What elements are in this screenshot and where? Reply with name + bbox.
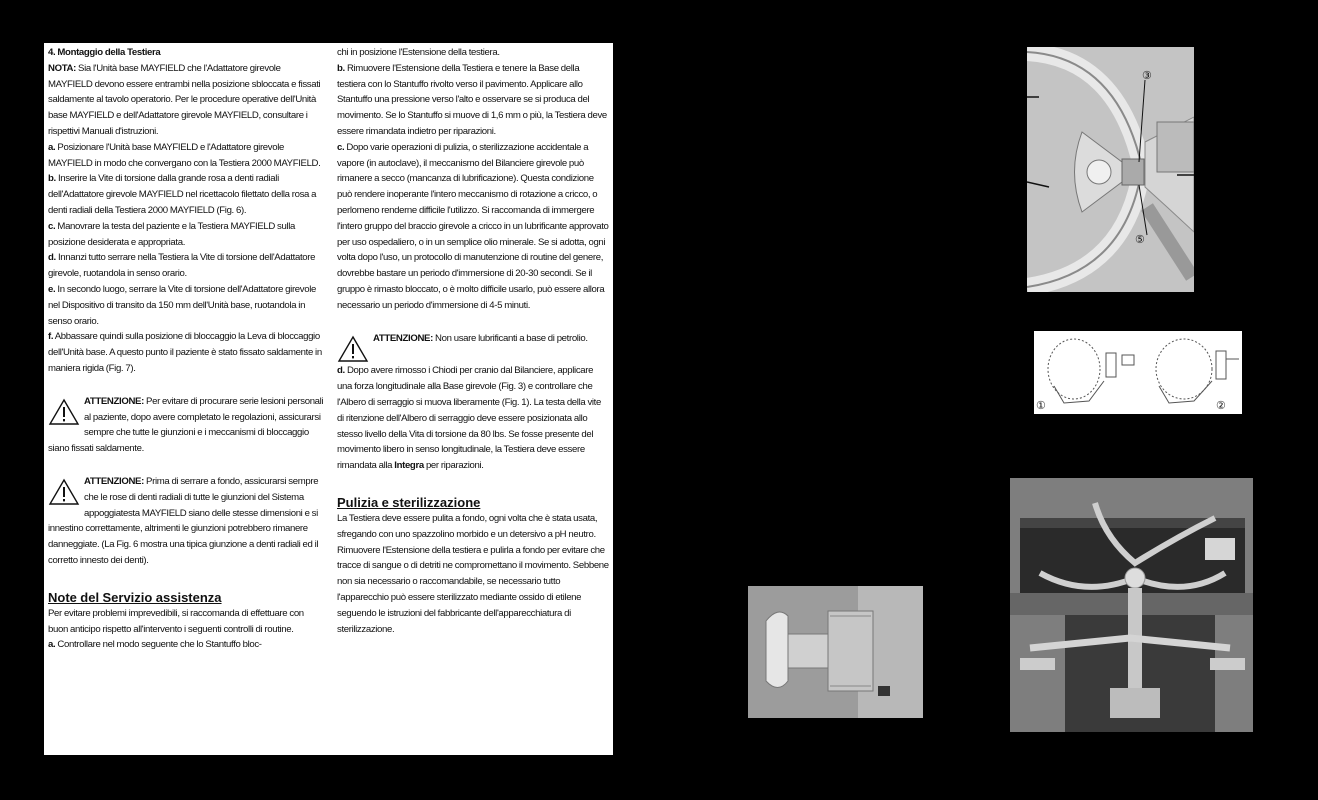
integra-brand: Integra (394, 460, 424, 472)
step-b (48, 171, 324, 218)
step-text: In secondo luogo, serrare la Vite di torsione dell'Adattatore girevole nel Dispositivo di transito da 150 mm dell'Unità base, ruotandola in senso orario. (48, 283, 316, 327)
service-notes-title: Note del Servizio assistenza (48, 589, 222, 605)
warning-triangle-icon (48, 478, 80, 506)
cleaning-title: Pulizia e sterilizzazione (337, 494, 481, 510)
manual-page (44, 43, 613, 755)
step-label: a. (48, 141, 56, 153)
service-step-b (337, 61, 609, 140)
step-label: a. (48, 639, 56, 651)
callout-1: ① (1036, 400, 1046, 412)
step-a (48, 140, 324, 172)
service-notes-text: Per evitare problemi imprevedibili, si raccomanda di effettuare con buon anticipo rispetto all'intervento i seguenti controlli di routine. (48, 607, 304, 635)
step-text: Rimuovere l'Estensione della Testiera e tenere la Base della testiera con lo Stantuffo rivolto verso il pavimento. Applicare allo Stantuffo una pressione verso l'alto e osservare se si produca del movimento. Se lo Stantuffo si muove di 1,6 mm o più, la Testiera deve essere rimandata indietro per riparazioni. (337, 62, 607, 137)
left-column (48, 45, 324, 653)
warning-triangle-icon (48, 398, 80, 426)
step-label: c. (337, 141, 345, 153)
warning-text: Prima di serrare a fondo, assicurarsi sempre che le rose di denti radiali di tutte le giunzioni del Sistema appoggiatesta MAYFIELD siano delle stesse dimensioni e si innestino correttamente, altrimenti le giunzioni potrebbero rimanere danneggiate. (La Fig. 6 mostra una tipica giunzione a denti radiali ed il corretto innesto dei denti). (48, 475, 319, 566)
head-position-sketch (1034, 331, 1242, 414)
note-paragraph (48, 61, 324, 140)
right-column (337, 45, 609, 637)
warning-triangle-icon (337, 335, 369, 363)
service-step-c (337, 140, 609, 314)
step-label: c. (48, 220, 56, 232)
warning-paragraph-2 (48, 474, 324, 569)
step-text: Controllare nel modo seguente che lo Stantuffo bloc- (55, 639, 262, 651)
callout-3: ③ (1142, 70, 1152, 82)
step-text: Innanzi tutto serrare nella Testiera la Vite di torsione dell'Adattatore girevole, ruotandola in senso orario. (48, 252, 316, 280)
warning-text: Per evitare di procurare serie lesioni personali al paziente, dopo avere completato le regolazioni, assicurarsi sempre che tutte le giunzioni e i meccanismi di bloccaggio siano fissati saldamente. (48, 395, 324, 455)
service-step-d (337, 363, 609, 474)
step-label: e. (48, 283, 56, 295)
step-label: f. (48, 331, 54, 343)
callout-5: ⑤ (1135, 234, 1145, 246)
cleaning-text: La Testiera deve essere pulita a fondo, ogni volta che è stata usata, sfregando con uno spazzolino morbido e un detersivo a pH neutro. Rimuovere l'Estensione della testiera e pulirla a fondo per evitare che tracce di sangue o di detriti ne compromettano il movimento. Sebbene non sia necessario o raccomandabile, se necessario tutto l'apparecchio può essere sterilizzato mediante ossido di etilene seguendo le istruzioni del fabbricante dell'apparecchiatura di sterilizzazione. (337, 512, 609, 635)
note-label: NOTA: (48, 62, 76, 74)
continuation-text: chi in posizione l'Estensione della testiera. (337, 47, 500, 58)
warning-paragraph-3 (337, 331, 609, 347)
step-text: Posizionare l'Unità base MAYFIELD e l'Adattatore girevole MAYFIELD in modo che convergano con la Testiera 2000 MAYFIELD. (48, 141, 321, 169)
service-step-a (48, 637, 324, 653)
step-d (48, 250, 324, 282)
warning-label: ATTENZIONE: (373, 332, 433, 344)
step-text: Dopo avere rimosso i Chiodi per cranio dal Bilanciere, applicare una forza longitudinale alla Base girevole (Fig. 3) e controllare che l'Albero di serraggio si muova liberamente (Fig. 1). La testa della vite di ritenzione dell'Albero di serraggio deve essere posizionata allo stesso livello della Vita di torsione da 80 lbs. Se fosse presente del movimento libero in senso longitudinale, la Testiera deve essere rimandata alla (337, 365, 601, 472)
step-text: Abbassare quindi sulla posizione di bloccaggio la Leva di bloccaggio dell'Unità base. A questo punto il paziente è stato fissato saldamente in maniera rigida (Fig. 7). (48, 331, 322, 374)
step-label: d. (48, 252, 56, 264)
step-c (48, 219, 324, 251)
step-label: b. (48, 173, 56, 185)
step-label: d. (337, 365, 345, 377)
step-text: Dopo varie operazioni di pulizia, o sterilizzazione accidentale a vapore (in autoclave), il meccanismo del Bilanciere girevole può rimanere a secco (mancanza di lubrificazione). Questa condizione può rendere inoperante l'intero meccanismo di rotazione a cricco, o perlomeno renderne difficile l'utilizzo. Si raccomanda di immergere l'intero gruppo del braccio girevole a cricco in un lubrificante approvato per uso ospedaliero, o in un semplice olio minerale. Se si adotta, ogni volta dopo l'uso, un protocollo di manutenzione di routine del genere, dovrebbe bastare un periodo d'immersione di 20-30 secondi. Se il gruppo è rimasto bloccato, o è molto difficile usarlo, può essere allora necessario un periodo d'immersione di 4-5 minuti. (337, 141, 609, 311)
warning-label: ATTENZIONE: (84, 475, 144, 487)
step-text: Manovrare la testa del paziente e la Testiera MAYFIELD sulla posizione desiderata e appropriata. (48, 220, 296, 248)
warning-text: Non usare lubrificanti a base di petrolio. (432, 332, 588, 344)
step-label: b. (337, 62, 345, 74)
step-f (48, 329, 324, 376)
step-text: per riparazioni. (423, 460, 484, 472)
warning-paragraph-1 (48, 394, 324, 457)
swivel-adapter-photo (1027, 47, 1194, 292)
note-text: Sia l'Unità base MAYFIELD che l'Adattatore girevole MAYFIELD devono essere entrambi nella posizione sbloccata e fissati saldamente al tavolo operatorio. Per le procedure operative dell'Unità base MAYFIELD e dell'Adattatore girevole MAYFIELD, consultare i rispettivi Manuali d'istruzioni. (48, 62, 321, 137)
torque-knob-photo (748, 586, 923, 718)
warning-label: ATTENZIONE: (84, 395, 144, 407)
headrest-table-photo (1010, 478, 1253, 732)
step-text: Inserire la Vite di torsione dalla grande rosa a denti radiali dell'Adattatore girevole MAYFIELD nel ricettacolo filettato della rosa a denti radiali della Testiera 2000 MAYFIELD (Fig. 6). (48, 173, 317, 216)
step-e (48, 282, 324, 329)
callout-2: ② (1216, 400, 1226, 412)
section-heading-mounting: 4. Montaggio della Testiera (48, 47, 161, 58)
